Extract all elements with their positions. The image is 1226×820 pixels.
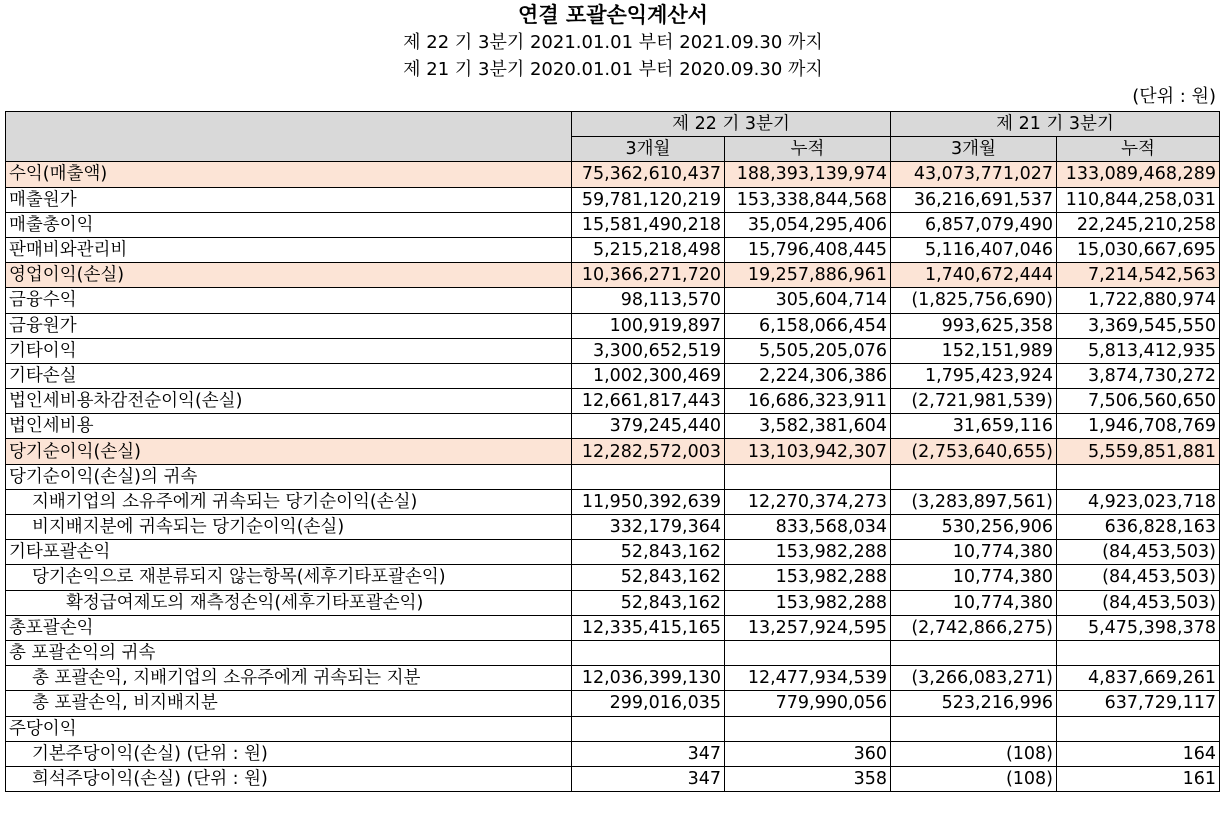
cell-prior-three-month: 1,740,672,444 [891, 263, 1057, 288]
cell-prior-three-month: 1,795,423,924 [891, 363, 1057, 388]
cell-current-cumulative: 779,990,056 [725, 691, 891, 716]
cell-current-three-month: 5,215,218,498 [572, 237, 725, 262]
cell-current-cumulative: 833,568,034 [725, 515, 891, 540]
table-row [6, 464, 1220, 489]
cell-prior-three-month [891, 716, 1057, 741]
cell-current-three-month: 52,843,162 [572, 540, 725, 565]
cell-current-three-month: 379,245,440 [572, 414, 725, 439]
table-row [6, 666, 1220, 691]
row-label: 당기순이익(손실)의 귀속 [6, 464, 572, 489]
cell-current-cumulative [725, 464, 891, 489]
row-label: 기타이익 [6, 338, 572, 363]
cell-current-three-month: 299,016,035 [572, 691, 725, 716]
cell-current-three-month: 75,362,610,437 [572, 162, 725, 187]
cell-current-cumulative [725, 640, 891, 665]
cell-prior-three-month: (3,266,083,271) [891, 666, 1057, 691]
cell-current-three-month: 10,366,271,720 [572, 263, 725, 288]
cell-current-three-month [572, 640, 725, 665]
table-row [6, 414, 1220, 439]
cell-prior-cumulative [1057, 640, 1220, 665]
cell-prior-cumulative: 4,837,669,261 [1057, 666, 1220, 691]
cell-current-three-month: 12,661,817,443 [572, 389, 725, 414]
cell-prior-three-month: 43,073,771,027 [891, 162, 1057, 187]
table-row [6, 162, 1220, 187]
row-label: 당기순이익(손실) [6, 439, 572, 464]
cell-prior-three-month: (2,753,640,655) [891, 439, 1057, 464]
cell-prior-three-month [891, 464, 1057, 489]
cell-prior-cumulative: 1,946,708,769 [1057, 414, 1220, 439]
cell-prior-cumulative: 5,475,398,378 [1057, 615, 1220, 640]
cell-current-cumulative: 16,686,323,911 [725, 389, 891, 414]
cell-current-three-month [572, 464, 725, 489]
row-label: 지배기업의 소유주에게 귀속되는 당기순이익(손실) [6, 489, 572, 514]
row-label: 금융수익 [6, 288, 572, 313]
table-body [6, 162, 1220, 792]
cell-current-three-month: 12,036,399,130 [572, 666, 725, 691]
header-current-cumulative: 누적 [725, 137, 891, 162]
cell-prior-three-month: (108) [891, 766, 1057, 791]
table-row [6, 237, 1220, 262]
cell-current-cumulative: 13,257,924,595 [725, 615, 891, 640]
table-row [6, 741, 1220, 766]
cell-current-three-month: 12,335,415,165 [572, 615, 725, 640]
row-label: 매출원가 [6, 187, 572, 212]
cell-current-three-month: 100,919,897 [572, 313, 725, 338]
row-label: 총 포괄손익, 지배기업의 소유주에게 귀속되는 지분 [6, 666, 572, 691]
row-label: 총포괄손익 [6, 615, 572, 640]
cell-prior-cumulative: (84,453,503) [1057, 565, 1220, 590]
cell-current-three-month: 347 [572, 741, 725, 766]
cell-current-cumulative: 153,982,288 [725, 565, 891, 590]
cell-prior-cumulative: 637,729,117 [1057, 691, 1220, 716]
cell-current-cumulative: 153,982,288 [725, 540, 891, 565]
header-row-periods [6, 112, 1220, 137]
cell-current-cumulative: 5,505,205,076 [725, 338, 891, 363]
cell-prior-cumulative: 110,844,258,031 [1057, 187, 1220, 212]
cell-prior-three-month: 530,256,906 [891, 515, 1057, 540]
table-row [6, 615, 1220, 640]
table-row [6, 540, 1220, 565]
header-prior-three-month: 3개월 [891, 137, 1057, 162]
cell-prior-cumulative: (84,453,503) [1057, 540, 1220, 565]
table-row [6, 489, 1220, 514]
row-label: 확정급여제도의 재측정손익(세후기타포괄손익) [6, 590, 572, 615]
cell-current-three-month: 12,282,572,003 [572, 439, 725, 464]
cell-prior-three-month: 10,774,380 [891, 565, 1057, 590]
statement-title: 연결 포괄손익계산서 [518, 3, 708, 27]
row-label: 수익(매출액) [6, 162, 572, 187]
cell-prior-cumulative: 5,559,851,881 [1057, 439, 1220, 464]
cell-prior-three-month: (3,283,897,561) [891, 489, 1057, 514]
table-row [6, 389, 1220, 414]
cell-prior-cumulative: 636,828,163 [1057, 515, 1220, 540]
header-current-period: 제 22 기 3분기 [572, 112, 891, 137]
header-current-three-month: 3개월 [572, 137, 725, 162]
period-prior: 제 21 기 3분기 2020.01.01 부터 2020.09.30 까지 [403, 59, 823, 80]
table-row [6, 640, 1220, 665]
table-row [6, 565, 1220, 590]
cell-prior-three-month: 31,659,116 [891, 414, 1057, 439]
cell-prior-three-month: 6,857,079,490 [891, 212, 1057, 237]
cell-current-three-month: 52,843,162 [572, 565, 725, 590]
unit-label: (단위 : 원) [1132, 86, 1216, 107]
cell-prior-cumulative [1057, 716, 1220, 741]
cell-prior-cumulative: 161 [1057, 766, 1220, 791]
cell-prior-cumulative: 1,722,880,974 [1057, 288, 1220, 313]
cell-prior-cumulative: 15,030,667,695 [1057, 237, 1220, 262]
cell-prior-three-month: 10,774,380 [891, 590, 1057, 615]
row-label: 희석주당이익(손실) (단위 : 원) [6, 766, 572, 791]
cell-prior-cumulative: 164 [1057, 741, 1220, 766]
cell-current-cumulative: 153,338,844,568 [725, 187, 891, 212]
cell-current-three-month: 1,002,300,469 [572, 363, 725, 388]
table-row [6, 691, 1220, 716]
cell-current-cumulative [725, 716, 891, 741]
cell-current-cumulative: 153,982,288 [725, 590, 891, 615]
table-row [6, 515, 1220, 540]
cell-current-cumulative: 2,224,306,386 [725, 363, 891, 388]
cell-prior-three-month: (1,825,756,690) [891, 288, 1057, 313]
period-current: 제 22 기 3분기 2021.01.01 부터 2021.09.30 까지 [403, 32, 823, 53]
cell-current-three-month: 3,300,652,519 [572, 338, 725, 363]
cell-current-cumulative: 35,054,295,406 [725, 212, 891, 237]
income-statement-table [5, 111, 1220, 792]
cell-prior-three-month: 993,625,358 [891, 313, 1057, 338]
cell-prior-three-month: 5,116,407,046 [891, 237, 1057, 262]
row-label: 총 포괄손익, 비지배지분 [6, 691, 572, 716]
table-row [6, 338, 1220, 363]
row-label: 주당이익 [6, 716, 572, 741]
cell-current-three-month [572, 716, 725, 741]
cell-prior-cumulative [1057, 464, 1220, 489]
cell-current-cumulative: 305,604,714 [725, 288, 891, 313]
header-prior-cumulative: 누적 [1057, 137, 1220, 162]
cell-prior-cumulative: 4,923,023,718 [1057, 489, 1220, 514]
cell-current-cumulative: 6,158,066,454 [725, 313, 891, 338]
table-row [6, 187, 1220, 212]
table-row [6, 439, 1220, 464]
row-label: 판매비와관리비 [6, 237, 572, 262]
cell-prior-three-month: (2,742,866,275) [891, 615, 1057, 640]
cell-current-three-month: 347 [572, 766, 725, 791]
cell-current-three-month: 332,179,364 [572, 515, 725, 540]
table-row [6, 288, 1220, 313]
cell-current-cumulative: 12,477,934,539 [725, 666, 891, 691]
cell-prior-cumulative: (84,453,503) [1057, 590, 1220, 615]
table-row [6, 766, 1220, 791]
row-label: 법인세비용 [6, 414, 572, 439]
cell-prior-cumulative: 7,506,560,650 [1057, 389, 1220, 414]
cell-prior-cumulative: 3,874,730,272 [1057, 363, 1220, 388]
cell-current-cumulative: 3,582,381,604 [725, 414, 891, 439]
cell-current-cumulative: 13,103,942,307 [725, 439, 891, 464]
cell-current-cumulative: 19,257,886,961 [725, 263, 891, 288]
row-label: 기타손실 [6, 363, 572, 388]
cell-prior-three-month: 10,774,380 [891, 540, 1057, 565]
table-row [6, 263, 1220, 288]
cell-prior-cumulative: 3,369,545,550 [1057, 313, 1220, 338]
header-account-blank [6, 112, 572, 162]
cell-prior-cumulative: 5,813,412,935 [1057, 338, 1220, 363]
cell-prior-three-month: (108) [891, 741, 1057, 766]
cell-current-cumulative: 358 [725, 766, 891, 791]
cell-prior-three-month: 36,216,691,537 [891, 187, 1057, 212]
cell-current-cumulative: 360 [725, 741, 891, 766]
row-label: 당기손익으로 재분류되지 않는항목(세후기타포괄손익) [6, 565, 572, 590]
cell-current-cumulative: 12,270,374,273 [725, 489, 891, 514]
table-row [6, 212, 1220, 237]
row-label: 기타포괄손익 [6, 540, 572, 565]
row-label: 비지배지분에 귀속되는 당기순이익(손실) [6, 515, 572, 540]
table-row [6, 363, 1220, 388]
row-label: 영업이익(손실) [6, 263, 572, 288]
cell-prior-three-month: 523,216,996 [891, 691, 1057, 716]
cell-prior-three-month: (2,721,981,539) [891, 389, 1057, 414]
row-label: 매출총이익 [6, 212, 572, 237]
cell-prior-three-month: 152,151,989 [891, 338, 1057, 363]
cell-current-three-month: 11,950,392,639 [572, 489, 725, 514]
cell-prior-cumulative: 7,214,542,563 [1057, 263, 1220, 288]
cell-prior-cumulative: 133,089,468,289 [1057, 162, 1220, 187]
cell-prior-three-month [891, 640, 1057, 665]
cell-prior-cumulative: 22,245,210,258 [1057, 212, 1220, 237]
header-prior-period: 제 21 기 3분기 [891, 112, 1220, 137]
cell-current-three-month: 59,781,120,219 [572, 187, 725, 212]
table-row [6, 313, 1220, 338]
table-row [6, 716, 1220, 741]
row-label: 금융원가 [6, 313, 572, 338]
row-label: 법인세비용차감전순이익(손실) [6, 389, 572, 414]
cell-current-cumulative: 15,796,408,445 [725, 237, 891, 262]
row-label: 총 포괄손익의 귀속 [6, 640, 572, 665]
cell-current-three-month: 52,843,162 [572, 590, 725, 615]
table-row [6, 590, 1220, 615]
row-label: 기본주당이익(손실) (단위 : 원) [6, 741, 572, 766]
cell-current-three-month: 98,113,570 [572, 288, 725, 313]
cell-current-cumulative: 188,393,139,974 [725, 162, 891, 187]
cell-current-three-month: 15,581,490,218 [572, 212, 725, 237]
